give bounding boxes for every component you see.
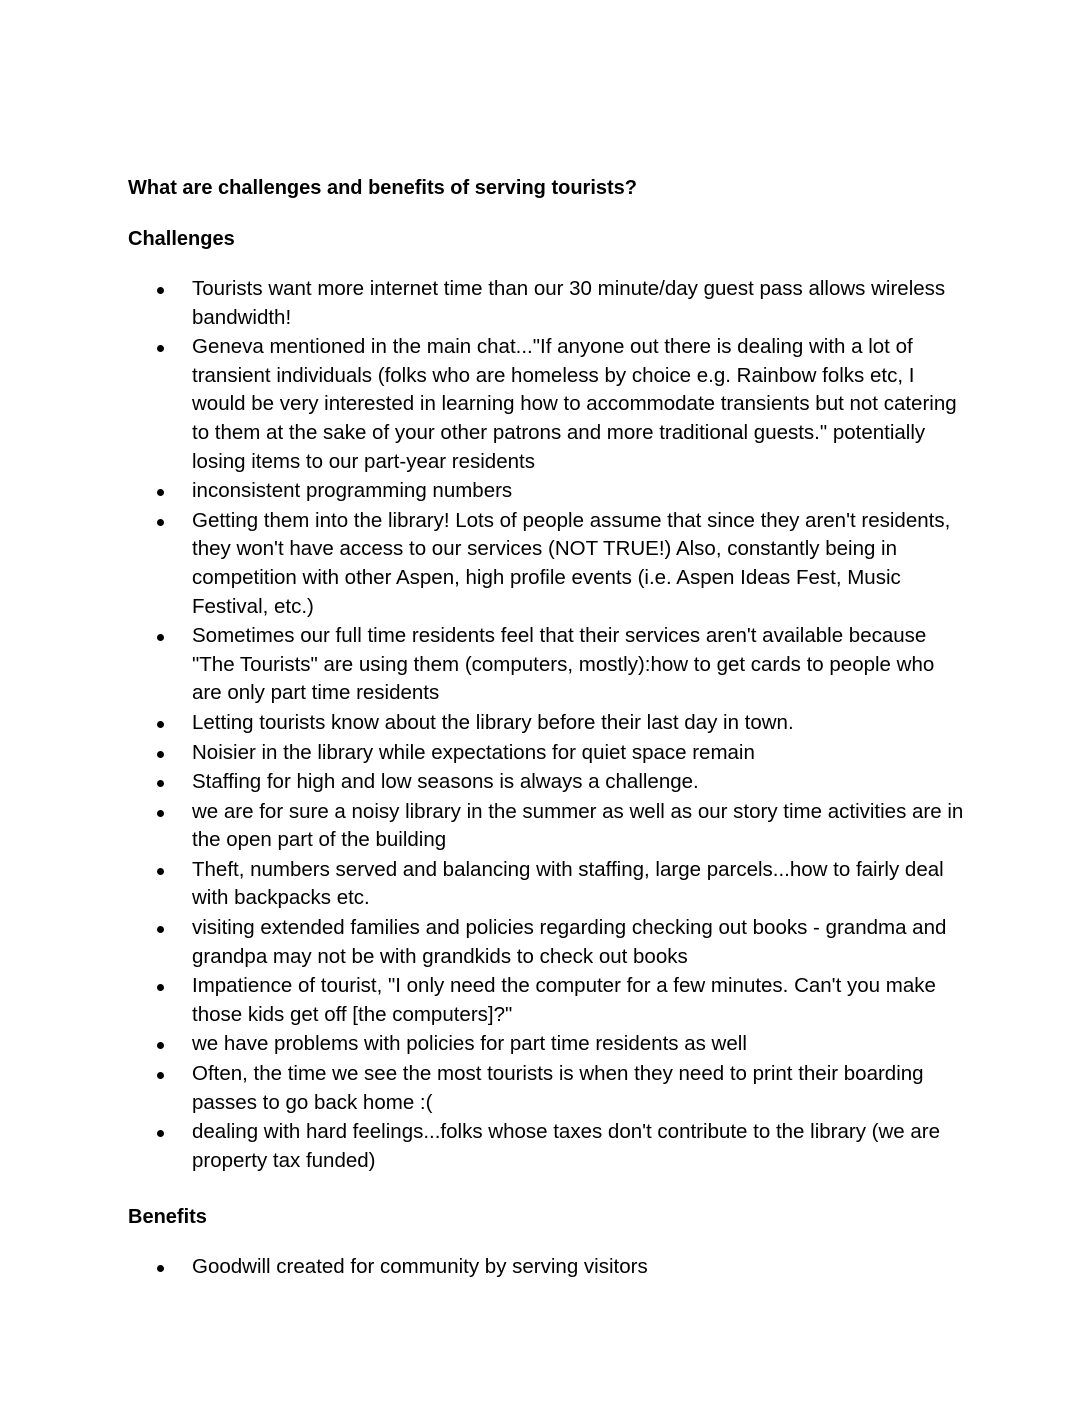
bullet-icon (157, 751, 164, 758)
list-item-text: Noisier in the library while expectations for quiet space remain (192, 740, 755, 764)
list-item-text: Staffing for high and low seasons is always a challenge. (192, 770, 699, 794)
list-item-text: Sometimes our full time residents feel that their services aren't available because "The Tourists" are using them (computers, mostly):how to get cards to people who are only part time residents (192, 624, 935, 705)
bullet-icon (157, 926, 164, 933)
list-item (128, 1253, 968, 1282)
bullet-icon (157, 287, 164, 294)
list-item (128, 972, 968, 1029)
list-item (128, 856, 968, 913)
list-item-text: visiting extended families and policies regarding checking out books - grandma and grandpa may not be with grandkids to check out books (192, 916, 947, 968)
list-item (128, 507, 968, 621)
list-item-text: Theft, numbers served and balancing with staffing, large parcels...how to fairly deal with backpacks etc. (192, 857, 944, 910)
bullet-icon (157, 984, 164, 991)
list-item (128, 914, 968, 971)
list-item-text: Getting them into the library! Lots of people assume that since they aren't residents, they won't have access to our services (NOT TRUE!) Also, constantly being in competition with other Aspen, high profile events (i.e. Aspen Ideas Fest, Music Festival, etc.) (192, 508, 951, 618)
list-item (128, 275, 968, 332)
bullet-icon (157, 489, 164, 496)
list-item-text: Impatience of tourist, "I only need the computer for a few minutes. Can't you make those kids get off [the computers]?" (192, 974, 936, 1026)
bullet-icon (157, 810, 164, 817)
list-item (128, 333, 968, 476)
document-page (128, 174, 968, 1283)
bullet-icon (157, 1265, 164, 1272)
bullet-icon (157, 634, 164, 641)
list-item (128, 622, 968, 708)
bullet-icon (157, 1042, 164, 1049)
benefits-heading: Benefits (128, 1206, 207, 1229)
list-item-text: Goodwill created for community by serving visitors (192, 1255, 648, 1279)
list-item (128, 709, 968, 738)
bullet-icon (157, 1130, 164, 1137)
list-item-text: we have problems with policies for part time residents as well (192, 1032, 747, 1056)
list-item-text: Letting tourists know about the library before their last day in town. (192, 710, 794, 734)
bullet-icon (157, 868, 164, 875)
list-item-text: inconsistent programming numbers (192, 479, 513, 503)
list-item (128, 477, 968, 506)
list-item-text: Tourists want more internet time than our 30 minute/day guest pass allows wireless bandwidth! (192, 277, 946, 329)
bullet-icon (157, 780, 164, 787)
bullet-icon (157, 721, 164, 728)
document-title: What are challenges and benefits of serving tourists? (128, 177, 637, 199)
list-item-text: dealing with hard feelings...folks whose taxes don't contribute to the library (we are property tax funded) (192, 1120, 941, 1172)
list-item (128, 768, 968, 797)
bullet-icon (157, 1072, 164, 1079)
challenges-list (128, 275, 968, 1175)
list-item-text: Often, the time we see the most tourists is when they need to print their boarding passes to go back home :( (192, 1062, 924, 1114)
benefits-list (128, 1253, 968, 1282)
challenges-heading: Challenges (128, 228, 235, 250)
bullet-icon (157, 345, 164, 352)
list-item (128, 1060, 968, 1117)
bullet-icon (157, 519, 164, 526)
list-item (128, 1118, 968, 1175)
list-item (128, 739, 968, 768)
list-item-text: Geneva mentioned in the main chat..."If anyone out there is dealing with a lot of transient individuals (folks who are homeless by choice e.g. Rainbow folks etc, I would be very interested in learning how to accommodate transients but not catering to them at the sake of your other patrons and more traditional guests." potentially losing items to our part-year residents (192, 335, 957, 473)
list-item (128, 798, 968, 855)
list-item (128, 1030, 968, 1059)
list-item-text: we are for sure a noisy library in the summer as well as our story time activities are in the open part of the building (192, 799, 964, 852)
